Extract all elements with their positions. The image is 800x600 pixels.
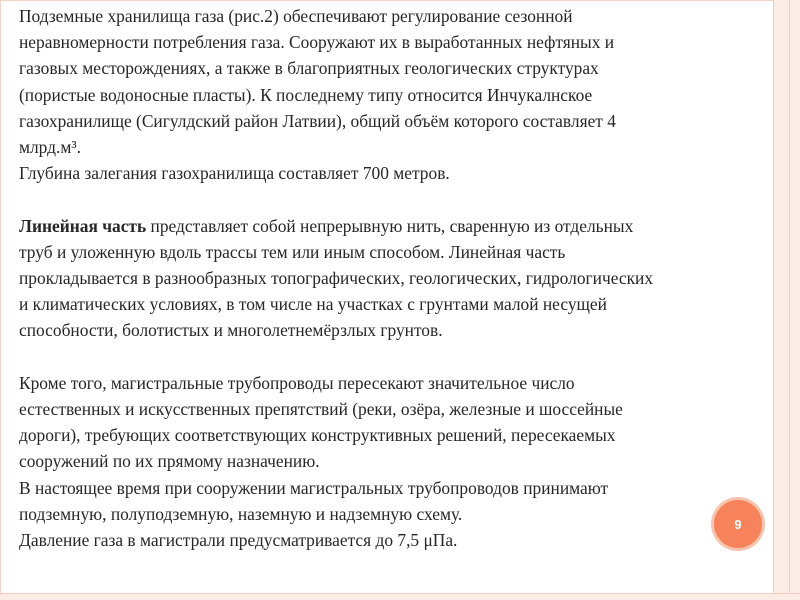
- slide-body: [19, 3, 769, 553]
- slide-number-badge: 9: [714, 500, 762, 548]
- right-strip-line: [789, 0, 790, 600]
- paragraph-linear-part: [19, 213, 769, 344]
- paragraph-obstacles: Кроме того, магистральные трубопроводы пересекают значительное число естественных и искусственных препятствий (реки, озёра, железные и шоссейные дороги), требующих соответствующих конструктивных решений, пересекаемых сооружений по их прямому назначению.: [19, 372, 623, 472]
- paragraph-gap: [19, 344, 769, 370]
- paragraph-gap: [19, 186, 769, 212]
- right-decorative-strip: [773, 0, 800, 600]
- paragraph-storage-depth: Глубина залегания газохранилища составляет 700 метров.: [19, 163, 450, 184]
- paragraph-gas-storage: Подземные хранилища газа (рис.2) обеспечивают регулирование сезонной неравномерности потребления газа. Сооружают их в выработанных нефтяных и газовых месторождениях, а также в благоприятных геологических структурах (пористые водоносные пласты). К последнему типу относится Инчукалнское газохранилище (Сигулдский район Латвии), общий объём которого составляет 4 млрд.м³.: [19, 6, 616, 158]
- paragraph-construction-schemes: В настоящее время при сооружении магистральных трубопроводов принимают подземную, полуподземную, наземную и надземную схему.: [19, 477, 609, 524]
- linear-part-term: Линейная часть: [19, 215, 147, 236]
- paragraph-gas-pressure: Давление газа в магистрали предусматривается до 7,5 μПа.: [19, 530, 458, 551]
- bottom-decorative-strip: [0, 593, 800, 600]
- linear-part-text: представляет собой непрерывную нить, сваренную из отдельных труб и уложенную вдоль трассы тем или иным способом. Линейная часть прокладывается в разнообразных топографических, геологических, гидрологических и климатических условиях, в том числе на участках с грунтами малой несущей способности, болотистых и многолетнемёрзлых грунтов.: [19, 215, 654, 341]
